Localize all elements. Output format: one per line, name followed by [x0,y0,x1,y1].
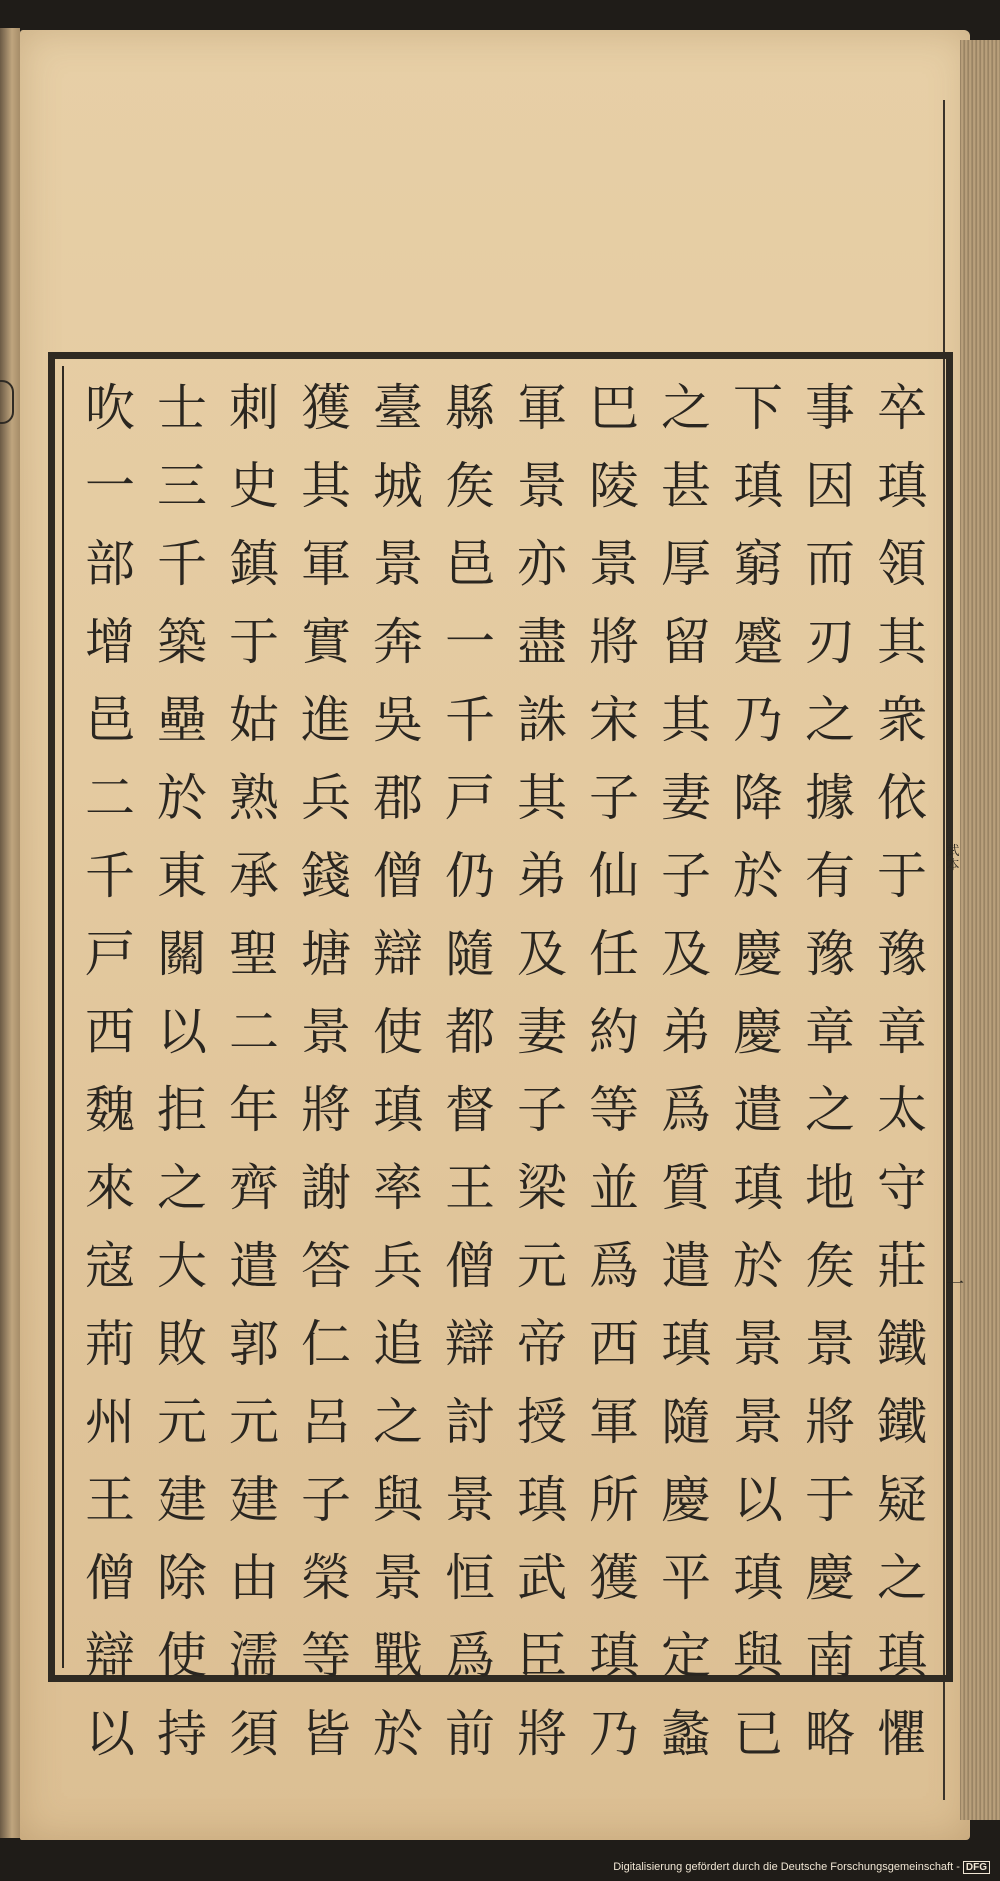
text-char: 之 [805,691,855,749]
text-char: 須 [229,1705,279,1763]
text-char: 景 [301,1003,351,1061]
text-char: 因 [805,457,855,515]
text-char: 關 [157,925,207,983]
text-char: 與 [733,1627,783,1685]
text-char: 疑 [877,1471,927,1529]
text-char: 辯 [373,925,423,983]
text-char: 吳 [373,691,423,749]
text-char: 于 [877,847,927,905]
text-char: 莊 [877,1237,927,1295]
text-char: 景 [373,1549,423,1607]
text-char: 平 [661,1549,711,1607]
text-char: 慶 [733,925,783,983]
text-column [362,372,434,1770]
text-char: 卒 [877,379,927,437]
text-char: 州 [85,1393,135,1451]
text-char: 郭 [229,1315,279,1373]
text-char: 子 [661,847,711,905]
text-char: 景 [733,1393,783,1451]
text-char: 帝 [517,1315,567,1373]
text-char: 及 [517,925,567,983]
text-char: 景 [805,1315,855,1373]
text-char: 其 [877,613,927,671]
text-char: 戸 [445,769,495,827]
text-char: 定 [661,1627,711,1685]
text-char: 窮 [733,535,783,593]
text-char: 子 [301,1471,351,1529]
text-char: 瑱 [517,1471,567,1529]
text-char: 都 [445,1003,495,1061]
text-char: 爲 [589,1237,639,1295]
text-char: 僧 [445,1237,495,1295]
text-char: 陵 [589,457,639,515]
text-char: 降 [733,769,783,827]
text-char: 仍 [445,847,495,905]
previous-page-edge [0,28,20,1838]
text-char: 以 [157,1003,207,1061]
text-char: 太 [877,1081,927,1139]
text-char: 拒 [157,1081,207,1139]
text-char: 史 [229,457,279,515]
text-char: 聖 [229,925,279,983]
text-column [74,372,146,1770]
text-char: 吹 [85,379,135,437]
text-char: 之 [805,1081,855,1139]
text-char: 錢 [301,847,351,905]
text-char: 蹙 [733,613,783,671]
footer-credit [609,1860,994,1875]
text-char: 授 [517,1393,567,1451]
text-char: 濡 [229,1627,279,1685]
text-char: 章 [877,1003,927,1061]
text-char: 其 [301,457,351,515]
text-char: 持 [157,1705,207,1763]
text-char: 任 [589,925,639,983]
text-char: 兵 [301,769,351,827]
text-char: 奔 [373,613,423,671]
text-char: 元 [517,1237,567,1295]
text-char: 於 [373,1705,423,1763]
text-char: 士 [157,379,207,437]
text-char: 大 [157,1237,207,1295]
text-char: 進 [301,691,351,749]
text-char: 子 [517,1081,567,1139]
text-char: 建 [157,1471,207,1529]
text-char: 建 [229,1471,279,1529]
folio-number: 一 [946,1274,964,1295]
text-char: 兵 [373,1237,423,1295]
text-char: 元 [229,1393,279,1451]
text-char: 章 [805,1003,855,1061]
text-char: 景 [373,535,423,593]
text-char: 鎮 [229,535,279,593]
text-char: 軍 [301,535,351,593]
text-char: 衆 [877,691,927,749]
text-char: 瑱 [661,1315,711,1373]
text-char: 依 [877,769,927,827]
text-char: 寇 [85,1237,135,1295]
text-char: 質 [661,1159,711,1217]
text-char: 討 [445,1393,495,1451]
book-edge [960,40,1000,1820]
text-char: 齊 [229,1159,279,1217]
text-char: 懼 [877,1705,927,1763]
text-char: 下 [733,379,783,437]
text-char: 妻 [517,1003,567,1061]
text-char: 刃 [805,613,855,671]
text-char: 二 [229,1003,279,1061]
text-char: 西 [589,1315,639,1373]
text-char: 厚 [661,535,711,593]
text-char: 之 [661,379,711,437]
margin-note: 武本 [946,844,960,873]
text-char: 答 [301,1237,351,1295]
text-char: 獲 [589,1549,639,1607]
text-char: 已 [733,1705,783,1763]
text-char: 來 [85,1159,135,1217]
text-char: 而 [805,535,855,593]
text-char: 邑 [445,535,495,593]
text-char: 辯 [445,1315,495,1373]
text-char: 瑱 [733,1549,783,1607]
text-char: 僧 [373,847,423,905]
text-char: 皆 [301,1705,351,1763]
text-char: 使 [373,1003,423,1061]
text-column [794,372,866,1770]
text-column [866,372,938,1770]
text-char: 爲 [445,1627,495,1685]
text-char: 遣 [229,1237,279,1295]
text-char: 仙 [589,847,639,905]
text-char: 瑱 [589,1627,639,1685]
text-char: 部 [85,535,135,593]
text-char: 刺 [229,379,279,437]
text-char: 督 [445,1081,495,1139]
text-char: 所 [589,1471,639,1529]
text-char: 爲 [661,1081,711,1139]
text-char: 臺 [373,379,423,437]
text-char: 慶 [661,1471,711,1529]
text-column [290,372,362,1770]
text-char: 一 [85,457,135,515]
text-char: 隨 [445,925,495,983]
text-char: 梁 [517,1159,567,1217]
text-char: 魏 [85,1081,135,1139]
text-char: 熟 [229,769,279,827]
text-char: 以 [733,1471,783,1529]
text-char: 之 [157,1159,207,1217]
text-char: 王 [445,1159,495,1217]
text-char: 豫 [805,925,855,983]
text-char: 一 [445,613,495,671]
text-char: 妻 [661,769,711,827]
text-char: 千 [445,691,495,749]
text-char: 築 [157,613,207,671]
text-char: 蠡 [661,1705,711,1763]
text-char: 有 [805,847,855,905]
text-column [434,372,506,1770]
text-char: 據 [805,769,855,827]
text-char: 弟 [517,847,567,905]
text-char: 其 [517,769,567,827]
text-char: 瑱 [733,1159,783,1217]
text-char: 景 [589,535,639,593]
text-char: 千 [85,847,135,905]
text-char: 景 [445,1471,495,1529]
text-char: 事 [805,379,855,437]
text-char: 子 [589,769,639,827]
text-char: 之 [877,1549,927,1607]
text-char: 將 [805,1393,855,1451]
text-char: 西 [85,1003,135,1061]
text-char: 於 [733,847,783,905]
text-char: 於 [733,1237,783,1295]
text-char: 瑱 [733,457,783,515]
text-char: 隨 [661,1393,711,1451]
text-char: 等 [301,1627,351,1685]
text-char: 將 [301,1081,351,1139]
text-char: 邑 [85,691,135,749]
text-char: 守 [877,1159,927,1217]
text-char: 承 [229,847,279,905]
text-char: 率 [373,1159,423,1217]
text-char: 郡 [373,769,423,827]
text-char: 追 [373,1315,423,1373]
text-char: 塘 [301,925,351,983]
text-char: 恒 [445,1549,495,1607]
text-char: 將 [589,613,639,671]
text-char: 前 [445,1705,495,1763]
text-char: 城 [373,457,423,515]
text-char: 並 [589,1159,639,1217]
text-char: 鐵 [877,1315,927,1373]
text-char: 及 [661,925,711,983]
text-char: 盡 [517,613,567,671]
text-char: 地 [805,1159,855,1217]
text-char: 獲 [301,379,351,437]
text-char: 乃 [733,691,783,749]
text-char: 乃 [589,1705,639,1763]
text-char: 慶 [733,1003,783,1061]
text-char: 使 [157,1627,207,1685]
text-char: 瑱 [373,1081,423,1139]
text-char: 等 [589,1081,639,1139]
text-column [722,372,794,1770]
text-char: 實 [301,613,351,671]
text-char: 鐵 [877,1393,927,1451]
frame-inner-line [62,366,64,1668]
text-char: 與 [373,1471,423,1529]
text-column [218,372,290,1770]
dfg-logo: DFG [963,1861,990,1874]
text-char: 軍 [589,1393,639,1451]
text-char: 遣 [661,1237,711,1295]
text-char: 年 [229,1081,279,1139]
text-char: 辯 [85,1627,135,1685]
text-char: 壘 [157,691,207,749]
text-column [146,372,218,1770]
text-char: 于 [805,1471,855,1529]
text-char: 南 [805,1627,855,1685]
text-char: 呂 [301,1393,351,1451]
text-char: 景 [733,1315,783,1373]
text-char: 千 [157,535,207,593]
text-char: 亦 [517,535,567,593]
text-column [506,372,578,1770]
text-char: 仁 [301,1315,351,1373]
text-char: 元 [157,1393,207,1451]
text-char: 於 [157,769,207,827]
text-char: 矦 [445,457,495,515]
text-column [578,372,650,1770]
text-char: 王 [85,1471,135,1529]
text-char: 遣 [733,1081,783,1139]
text-char: 將 [517,1705,567,1763]
text-char: 誅 [517,691,567,749]
text-char: 留 [661,613,711,671]
text-char: 之 [373,1393,423,1451]
text-char: 臣 [517,1627,567,1685]
text-char: 慶 [805,1549,855,1607]
text-char: 謝 [301,1159,351,1217]
text-char: 領 [877,535,927,593]
text-char: 景 [517,457,567,515]
text-char: 以 [85,1705,135,1763]
text-char: 戰 [373,1627,423,1685]
footer-text: Digitalisierung gefördert durch die Deutsche Forschungsgemeinschaft - [613,1861,960,1873]
text-char: 增 [85,613,135,671]
binding-mark [0,380,14,424]
text-char: 宋 [589,691,639,749]
text-char: 武 [517,1549,567,1607]
text-char: 三 [157,457,207,515]
text-char: 瑱 [877,457,927,515]
text-column [650,372,722,1770]
text-char: 甚 [661,457,711,515]
text-char: 約 [589,1003,639,1061]
text-char: 弟 [661,1003,711,1061]
text-char: 巴 [589,379,639,437]
text-char: 瑱 [877,1627,927,1685]
text-char: 于 [229,613,279,671]
text-char: 榮 [301,1549,351,1607]
text-char: 略 [805,1705,855,1763]
text-char: 敗 [157,1315,207,1373]
text-char: 其 [661,691,711,749]
text-char: 由 [229,1549,279,1607]
text-char: 二 [85,769,135,827]
text-char: 僧 [85,1549,135,1607]
text-char: 豫 [877,925,927,983]
text-char: 東 [157,847,207,905]
text-char: 荊 [85,1315,135,1373]
text-char: 除 [157,1549,207,1607]
text-char: 姑 [229,691,279,749]
text-char: 軍 [517,379,567,437]
text-char: 戸 [85,925,135,983]
text-char: 縣 [445,379,495,437]
text-char: 矦 [805,1237,855,1295]
